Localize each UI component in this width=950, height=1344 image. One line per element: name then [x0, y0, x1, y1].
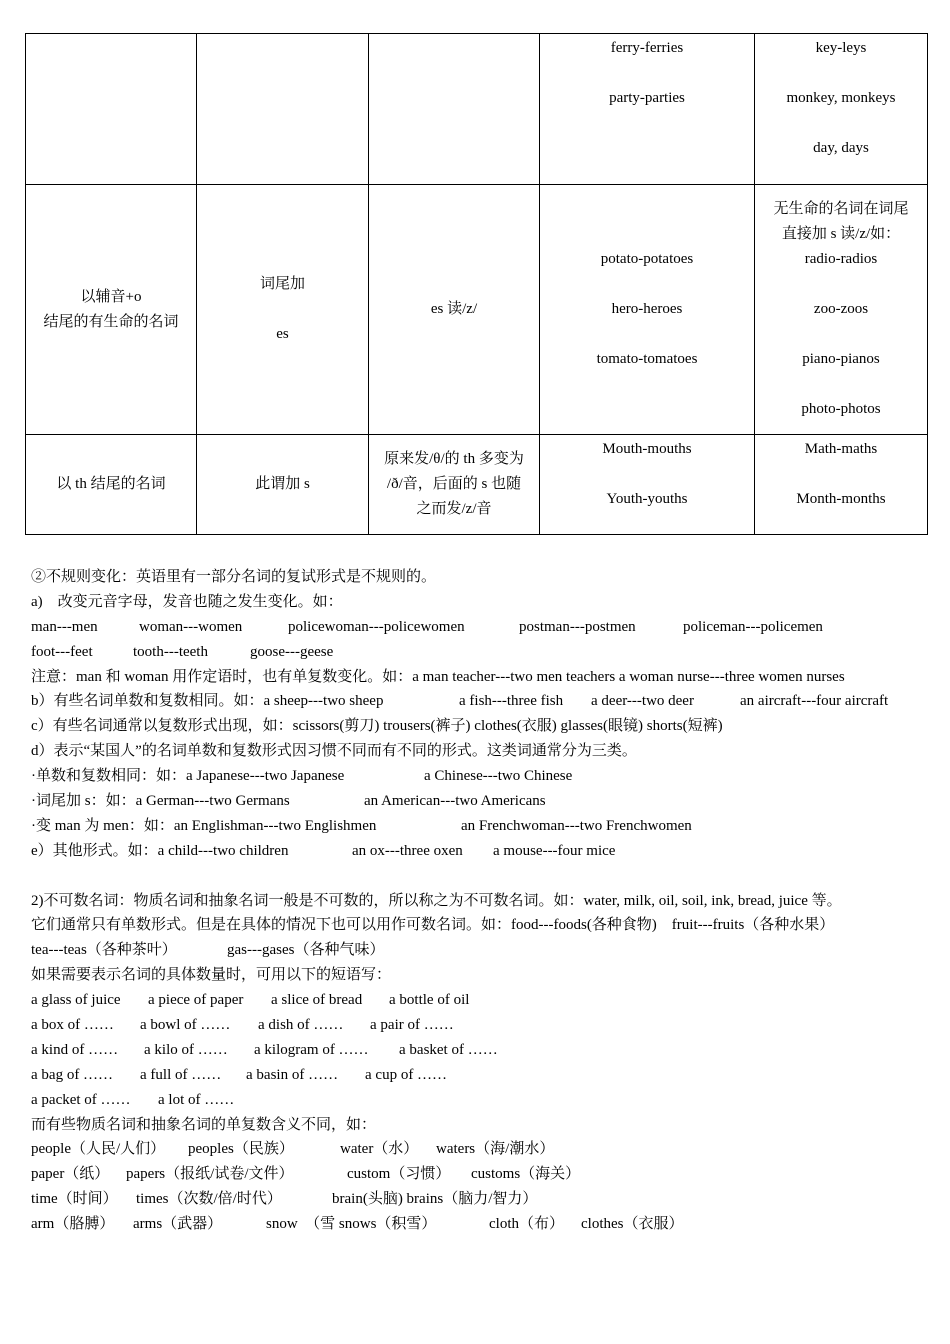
vocab-text: clothes（衣服）: [581, 1216, 684, 1233]
example-text: an American---two Americans: [364, 793, 546, 810]
text-line: [31, 938, 931, 963]
example-text: ·单数和复数相同：如：a Japanese---two Japanese: [31, 768, 345, 785]
table-row: [26, 435, 928, 535]
vocab-text: custom（习惯）: [347, 1166, 451, 1183]
example-text: Mouth-mouths: [602, 441, 692, 457]
example-text: b）有些名词单数和复数相同。如：a sheep---two sheep: [31, 693, 384, 710]
phrase-text: a kilogram of ……: [254, 1041, 369, 1058]
example-text: piano-pianos: [802, 351, 880, 367]
text-line: c）有些名词通常以复数形式出现，如：scissors(剪刀) trousers(裤子) clothes(衣服) glasses(眼镜) shorts(短裤): [31, 718, 723, 735]
phrase-text: a basin of ……: [246, 1066, 339, 1083]
table-cell: [197, 185, 369, 435]
example-text: a mouse---four mice: [493, 842, 616, 859]
phrase-text: a bag of ……: [31, 1066, 114, 1083]
example-text: day, days: [813, 140, 869, 156]
text-line: 它们通常只有单数形式。但是在具体的情况下也可以用作可数名词。如：food---foods(各种食物) fruit---fruits（各种水果）: [31, 917, 835, 934]
example-text: zoo-zoos: [813, 301, 869, 317]
example-text: hero-heroes: [611, 301, 683, 317]
text-line: ②不规则变化：英语里有一部分名词的复试形式是不规则的。: [31, 569, 437, 585]
example-text: man---men: [31, 618, 98, 635]
vocab-text: times（次数/倍/时代）: [136, 1191, 282, 1208]
example-text: gas---gases（各种气味）: [227, 942, 385, 959]
example-text: ·词尾加 s：如：a German---two Germans: [31, 793, 290, 810]
vocab-text: cloth（布）: [489, 1216, 564, 1233]
vocab-text: waters（海/潮水）: [436, 1141, 555, 1158]
rule-text: 结尾的有生命的名词: [43, 313, 179, 330]
vocab-text: customs（海关）: [471, 1166, 581, 1183]
example-text: Math-maths: [804, 441, 878, 457]
vocab-text: brain(头脑) brains（脑力/智力）: [332, 1191, 538, 1208]
text-line: [31, 1013, 931, 1038]
text-line: [31, 814, 931, 839]
phrase-text: a packet of ……: [31, 1091, 131, 1108]
example-text: postman---postmen: [519, 618, 636, 635]
text-line: a) 改变元音字母，发音也随之发生变化。如：: [31, 593, 343, 610]
text-line: [31, 789, 931, 814]
table-cell: [369, 34, 540, 185]
example-text: tomato-tomatoes: [596, 351, 698, 367]
table-cell: [755, 435, 928, 535]
text-line: 注意：man 和 woman 用作定语时，也有单复数变化。如：a man teacher---two men teachers a woman nurse---three women nurses: [31, 668, 845, 685]
text-line: [31, 1187, 931, 1212]
pronunciation-text: 之而发/z/音: [416, 501, 492, 517]
table-cell: [369, 185, 540, 435]
text-line: d）表示“某国人”的名词单数和复数形式因习惯不同而有不同的形式。这类词通常分为三类。: [31, 743, 637, 760]
vocab-text: water（水）: [340, 1141, 419, 1158]
text-line: [31, 1088, 931, 1113]
example-text: party-parties: [609, 90, 685, 106]
example-text: an ox---three oxen: [352, 842, 463, 859]
text-line: [31, 1137, 931, 1162]
example-text: key-leys: [815, 40, 867, 56]
table-cell: [26, 185, 197, 435]
phrase-text: a full of ……: [140, 1066, 222, 1083]
phrase-text: a basket of ……: [399, 1041, 498, 1058]
vocab-text: snow （雪 snows（积雪）: [266, 1216, 437, 1233]
rule-text: 以 th 结尾的名词: [56, 476, 166, 492]
example-text: ferry-ferries: [610, 40, 684, 56]
blank-line: [31, 864, 931, 889]
pronunciation-text: es 读/z/: [430, 301, 478, 317]
example-text: foot---feet: [31, 643, 93, 660]
text-line: [31, 1212, 931, 1237]
example-text: policeman---policemen: [683, 618, 823, 635]
vocab-text: peoples（民族）: [188, 1141, 294, 1158]
example-text: Month-months: [796, 491, 886, 507]
grammar-notes: [31, 565, 931, 1237]
table-cell: [755, 185, 928, 435]
example-text: tea---teas（各种茶叶）: [31, 942, 177, 959]
table-cell: [197, 34, 369, 185]
vocab-text: papers（报纸/试卷/文件）: [126, 1166, 294, 1183]
table-row: [26, 185, 928, 435]
rule-text: 以辅音+o: [80, 288, 142, 305]
example-text: potato-potatoes: [600, 251, 694, 267]
text-line: [31, 764, 931, 789]
vocab-text: paper（纸）: [31, 1166, 110, 1183]
table-cell: [26, 34, 197, 185]
vocab-text: people（人民/人们）: [31, 1141, 166, 1158]
phrase-text: a bottle of oil: [389, 992, 470, 1009]
phrase-text: a glass of juice: [31, 992, 121, 1009]
example-text: 直接加 s 读/z/如：: [781, 226, 901, 242]
table-cell: [540, 34, 755, 185]
rule-text: es: [276, 326, 289, 342]
text-line: [31, 839, 931, 864]
text-line: [31, 615, 931, 640]
table-row: [26, 34, 928, 185]
example-text: ·变 man 为 men：如：an Englishman---two Englishmen: [31, 817, 377, 834]
table-cell: [26, 435, 197, 535]
phrase-text: a lot of ……: [158, 1091, 235, 1108]
phrase-text: a kind of ……: [31, 1041, 119, 1058]
text-line: 而有些物质名词和抽象名词的单复数含义不同，如：: [31, 1116, 377, 1133]
example-text: e）其他形式。如：a child---two children: [31, 842, 289, 859]
phrase-text: a pair of ……: [370, 1017, 454, 1034]
table-cell: [540, 185, 755, 435]
text-line: [31, 1063, 931, 1088]
text-line: 如果需要表示名词的具体数量时，可用以下的短语写：: [31, 967, 392, 984]
phrase-text: a bowl of ……: [140, 1017, 231, 1034]
example-text: 无生命的名词在词尾: [773, 201, 909, 217]
example-text: an aircraft---four aircraft: [740, 693, 889, 710]
phrase-text: a slice of bread: [271, 992, 363, 1009]
vocab-text: arms（武器）: [133, 1216, 223, 1233]
text-line: [31, 988, 931, 1013]
table-cell: [369, 435, 540, 535]
pronunciation-text: /ð/音，后面的 s 也随: [386, 476, 522, 492]
phrase-text: a cup of ……: [365, 1066, 448, 1083]
example-text: tooth---teeth: [133, 643, 208, 660]
table-cell: [755, 34, 928, 185]
vocab-text: arm（胳膊）: [31, 1216, 115, 1233]
text-line: [31, 640, 931, 665]
example-text: woman---women: [139, 618, 243, 635]
example-text: an Frenchwoman---two Frenchwomen: [461, 817, 692, 834]
table-cell: [197, 435, 369, 535]
example-text: a fish---three fish: [459, 693, 564, 710]
phrase-text: a kilo of ……: [144, 1041, 228, 1058]
example-text: policewoman---policewomen: [288, 618, 465, 635]
vocab-text: time（时间）: [31, 1191, 118, 1208]
example-text: Youth-youths: [606, 491, 688, 507]
rule-text: 此谓加 s: [255, 476, 310, 492]
table-cell: [540, 435, 755, 535]
rule-text: 词尾加: [259, 276, 305, 292]
example-text: goose---geese: [250, 643, 334, 660]
text-line: 2)不可数名词：物质名词和抽象名词一般是不可数的，所以称之为不可数名词。如：water, milk, oil, soil, ink, bread, juice 等。: [31, 892, 842, 909]
phrase-text: a box of ……: [31, 1017, 114, 1034]
example-text: monkey, monkeys: [786, 90, 896, 106]
phrase-text: a dish of ……: [258, 1017, 344, 1034]
text-line: [31, 1162, 931, 1187]
example-text: radio-radios: [804, 251, 878, 267]
example-text: a Chinese---two Chinese: [424, 768, 573, 785]
text-line: [31, 1038, 931, 1063]
phrase-text: a piece of paper: [148, 992, 244, 1009]
text-line: [31, 689, 931, 714]
plural-rules-table: [25, 33, 928, 535]
pronunciation-text: 原来发/θ/的 th 多变为: [384, 451, 524, 467]
example-text: photo-photos: [801, 401, 881, 417]
example-text: a deer---two deer: [591, 693, 694, 710]
